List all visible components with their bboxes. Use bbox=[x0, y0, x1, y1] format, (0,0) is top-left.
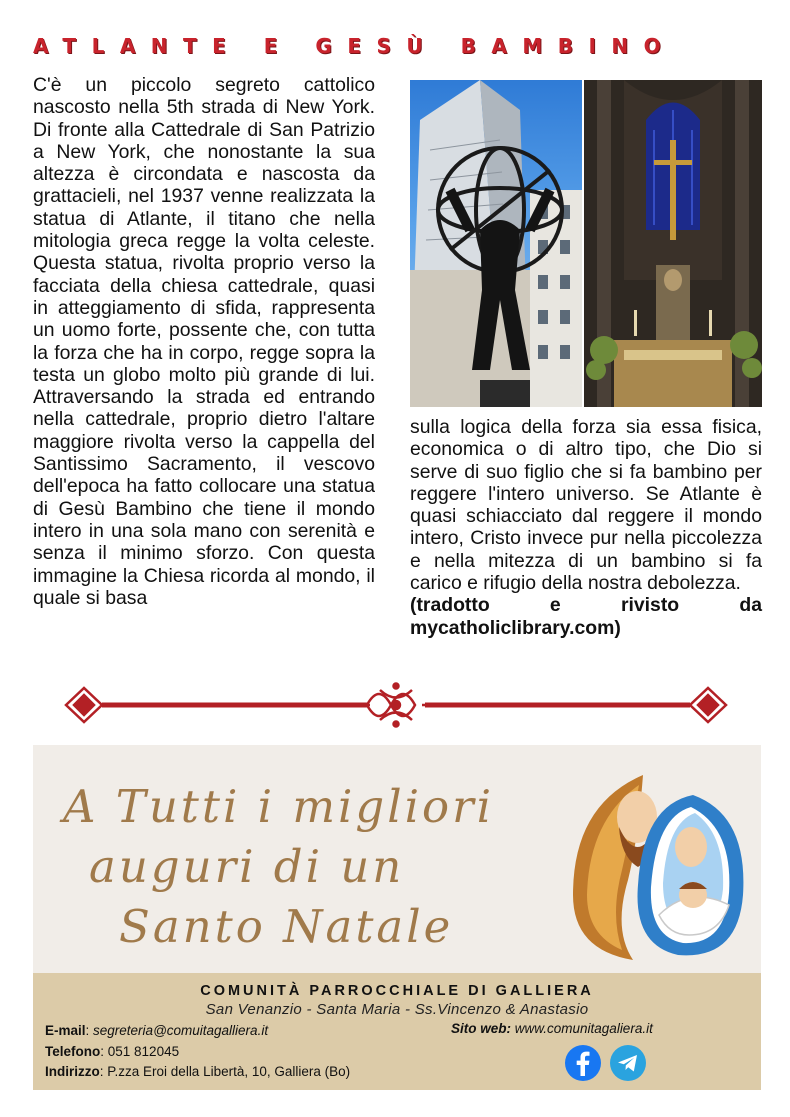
greeting-line-1: A Tutti i migliori bbox=[63, 780, 495, 833]
christmas-greeting-box bbox=[33, 745, 761, 973]
address-label: Indirizzo bbox=[45, 1064, 100, 1079]
page-title: ATLANTE E GESÙ BAMBINO bbox=[33, 34, 677, 58]
article-right-text: sulla logica della forza sia essa fisica, economica o di altro tipo, che Dio si serve di suo figlio che si fa bambino per reggere l'intero universo. Se Atlante è quasi schiacciato dal reggere il mondo intero, Cristo invece pur nella piccolezza e nella mitezza di un bambino si fa carico e rifugio della nostra debolezza. bbox=[410, 416, 762, 595]
email-row: E-mail: segreteria@comuitagalliera.it bbox=[45, 1023, 269, 1038]
telegram-icon[interactable] bbox=[610, 1045, 646, 1081]
website-link[interactable]: www.comunitagaliera.it bbox=[514, 1021, 653, 1036]
greeting-line-3: Santo Natale bbox=[119, 900, 454, 953]
email-link[interactable]: segreteria@comuitagalliera.it bbox=[93, 1023, 269, 1038]
website-row bbox=[451, 1021, 653, 1036]
email-label: E-mail bbox=[45, 1023, 86, 1038]
phone-label: Telefono bbox=[45, 1044, 101, 1059]
article-left-column: C'è un piccolo segreto cattolico nascosto nella 5th strada di New York. Di fronte alla Cattedrale di San Patrizio a New York, che nonostante la sua altezza è circondata e nascosta da grattacieli, nel 1937 venne realizzata la statua di Atlante, il titano che nella mitologia greca regge la volta celeste. Questa statua, rivolta proprio verso la facciata della chiesa cattedrale, quasi in atteggiamento di sfida, rappresenta un uomo forte, possente che, con tutta la forza che ha in corpo, regge sopra la testa un globo molto più grande di lui. Attraversando la strada ed entrando nella cattedrale, proprio dietro l'altare maggiore rivolta verso la cappella del Santissimo Sacramento, il vescovo dell'epoca ha fatto collocare una statua di Gesù Bambino che tiene il mondo intero in una sola mano con serenità e senza il minimo sforzo. Con questa immagine la Chiesa ricorda al mondo, il quale si basa bbox=[33, 74, 375, 609]
credit-source: mycatholiclibrary.com) bbox=[410, 616, 621, 639]
christmas-greeting bbox=[63, 777, 543, 957]
facebook-icon[interactable] bbox=[565, 1045, 601, 1081]
credit-line: (tradotto e rivisto da bbox=[410, 594, 762, 617]
parish-churches: San Venanzio - Santa Maria - Ss.Vincenzo & Anastasio bbox=[205, 1001, 589, 1018]
phone-row: Telefono: 051 812045 bbox=[45, 1044, 180, 1059]
parish-footer bbox=[33, 973, 761, 1090]
greeting-line-2: auguri di un bbox=[89, 840, 405, 893]
nativity-illustration bbox=[553, 755, 753, 965]
parish-name: COMUNITÀ PARROCCHIALE DI GALLIERA bbox=[200, 983, 594, 999]
cathedral-altar-photo bbox=[584, 80, 762, 407]
article-right-column bbox=[410, 416, 762, 639]
address-row: Indirizzo: P.zza Eroi della Libertà, 10, Galliera (Bo) bbox=[45, 1064, 351, 1079]
phone-number[interactable]: 051 812045 bbox=[107, 1044, 180, 1059]
website-label: Sito web: bbox=[451, 1021, 511, 1036]
atlas-statue-photo bbox=[410, 80, 582, 407]
ornamental-divider bbox=[62, 680, 730, 730]
address-text: P.zza Eroi della Libertà, 10, Galliera (Bo) bbox=[107, 1064, 351, 1079]
